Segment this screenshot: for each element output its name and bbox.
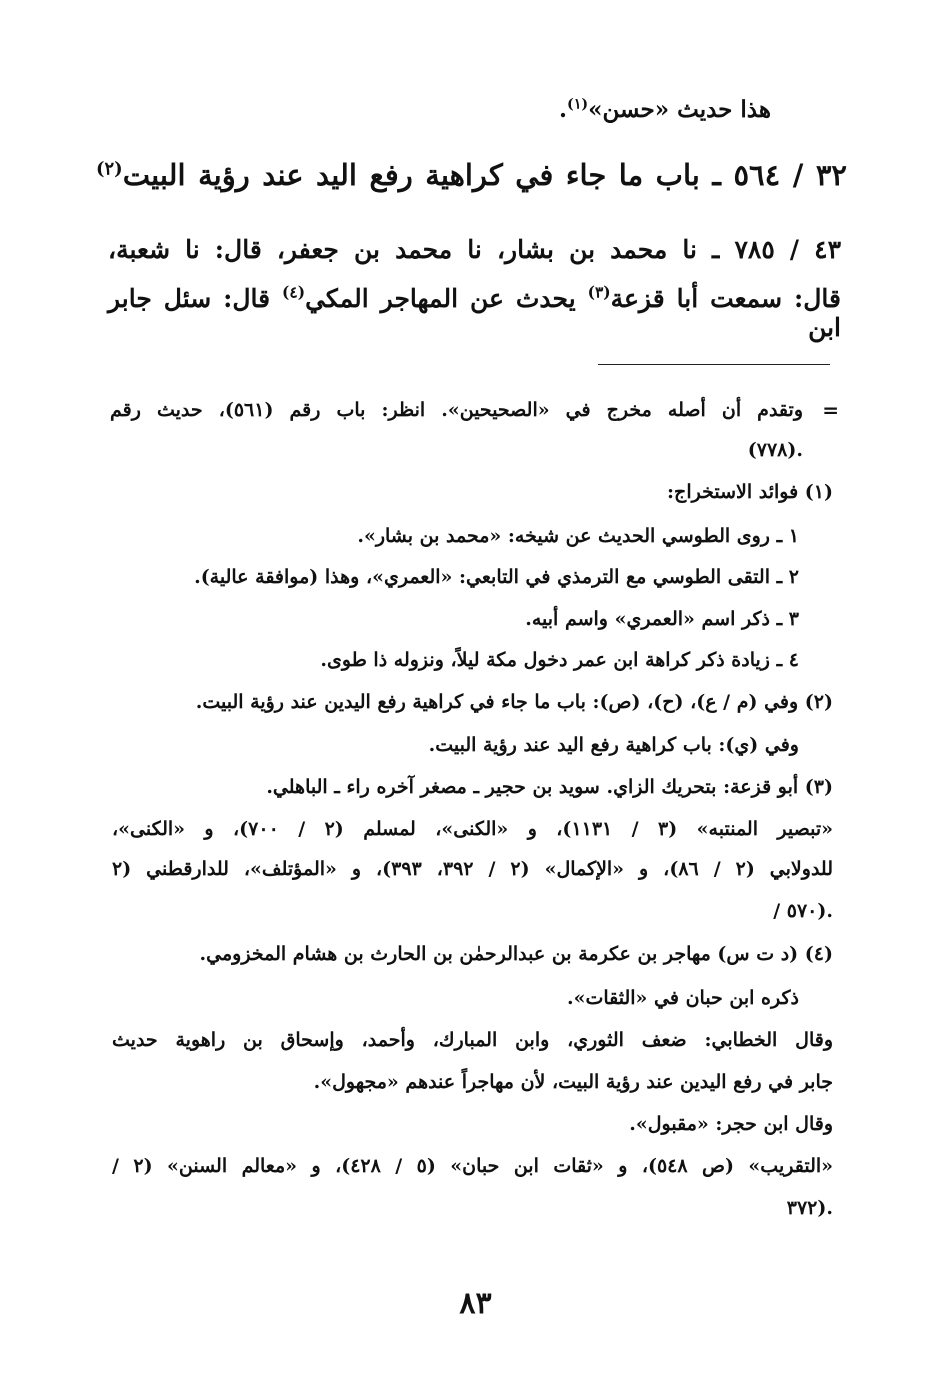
footnote-4-line-4: جابر في رفع اليدين عند رؤية البيت، لأن مهاجراً عندهم «مجهول». bbox=[313, 1071, 833, 1093]
footnote-separator bbox=[598, 364, 830, 365]
footnote-1-item-3: ٣ ـ ذكر اسم «العمري» واسم أبيه. bbox=[525, 608, 799, 630]
footnote-4-line-3: وقال الخطابي: ضعف الثوري، وابن المبارك، وأحمد، وإسحاق بن راهوية حديث bbox=[112, 1029, 833, 1051]
footnote-2-line-2: وفي (ي): باب كراهية رفع اليد عند رؤية البيت. bbox=[428, 734, 799, 756]
footnote-4-line-6: «التقريب» (ص ٥٤٨)، و «ثقات ابن حبان» (٥ / ٤٢٨)، و «معالم السنن» (٢ / bbox=[112, 1155, 834, 1177]
intro-line bbox=[559, 96, 771, 123]
footnote-4-line-5: وقال ابن حجر: «مقبول». bbox=[629, 1113, 833, 1135]
hadith-line-2-a: قال: سمعت أبا قزعة bbox=[610, 284, 841, 313]
footnote-1-item-1: ١ ـ روى الطوسي الحديث عن شيخه: «محمد بن بشار». bbox=[357, 525, 799, 547]
footnote-4-line-2: ذكره ابن حبان في «الثقات». bbox=[566, 987, 799, 1009]
footnote-ref-1: (١) bbox=[566, 96, 589, 113]
footnote-1-item-4: ٤ ـ زيادة ذكر كراهة ابن عمر دخول مكة ليلاً، ونزوله ذا طوى. bbox=[320, 649, 799, 671]
footnote-ref-2: (٢) bbox=[96, 158, 123, 180]
hadith-line-2-b: يحدث عن المهاجر المكي bbox=[305, 284, 588, 313]
footnote-3-line-4: / ٥٧٠). bbox=[773, 900, 833, 922]
footnote-ref-3: (٣) bbox=[587, 282, 611, 302]
footnote-ref-4: (٤) bbox=[282, 282, 306, 302]
footnote-1-heading: (١) فوائد الاستخراج: bbox=[667, 481, 833, 503]
footnote-4-line-7: ٣٧٢). bbox=[786, 1197, 833, 1219]
footnote-2-line-1: (٢) وفي (م / ع)، (ح)، (ص): باب ما جاء في كراهية رفع اليدين عند رؤية البيت. bbox=[195, 691, 833, 713]
hadith-line-2 bbox=[108, 284, 841, 342]
hadith-line-1: ٤٣ / ٧٨٥ ـ نا محمد بن بشار، نا محمد بن جعفر، قال: نا شعبة، bbox=[108, 235, 841, 264]
footnote-3-line-3: للدولابي (٢ / ٨٦)، و «الإكمال» (٢ / ٣٩٢، ٣٩٣)، و «المؤتلف»، للدارقطني (٢ bbox=[112, 858, 833, 880]
footnote-3-line-1: (٣) أبو قزعة: بتحريك الزاي. سويد بن حجير ـ مصغر آخره راء ـ الباهلي. bbox=[266, 776, 833, 798]
continuation-mark: = bbox=[822, 398, 839, 422]
page-number: ٨٣ bbox=[459, 1286, 492, 1321]
chapter-heading-text: ٣٢ / ٥٦٤ ـ باب ما جاء في كراهية رفع اليد عند رؤية البيت bbox=[122, 158, 847, 192]
footnote-4-line-1: (٤) (د ت س) مهاجر بن عكرمة بن عبدالرحمٰن بن الحارث بن هشام المخزومي. bbox=[199, 943, 833, 965]
footnote-continuation-2: (٧٧٨). bbox=[747, 439, 803, 461]
intro-end: . bbox=[558, 96, 567, 123]
footnote-3-line-2: «تبصير المنتبه» (٣ / ١١٣١)، و «الكنى»، لمسلم (٢ / ٧٠٠)، و «الكنى»، bbox=[112, 818, 834, 840]
footnote-1-item-2: ٢ ـ التقى الطوسي مع الترمذي في التابعي: «العمري»، وهذا (موافقة عالية). bbox=[194, 566, 799, 588]
chapter-heading bbox=[96, 158, 847, 192]
hadith-line-2-c: قال: سئل جابر ابن bbox=[108, 284, 841, 342]
intro-text: هذا حديث «حسن» bbox=[588, 96, 771, 123]
footnote-continuation-1: وتقدم أن أصله مخرج في «الصحيحين». انظر: باب رقم (٥٦١)، حديث رقم bbox=[110, 399, 803, 421]
